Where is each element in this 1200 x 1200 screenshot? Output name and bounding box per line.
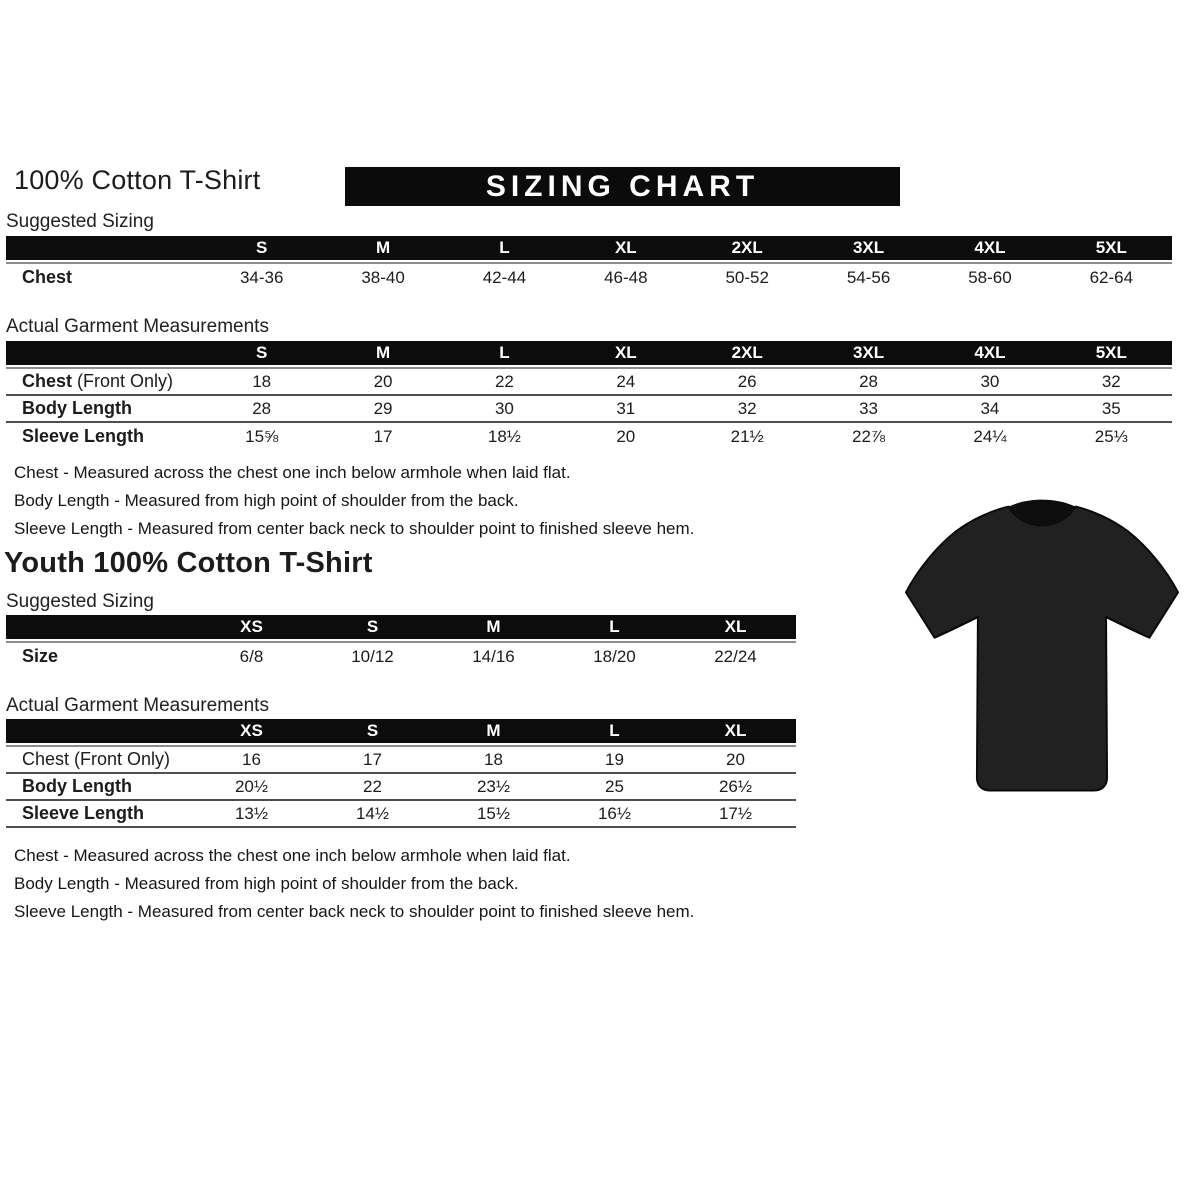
chest-value: 20	[726, 749, 745, 769]
column-header-m: M	[375, 238, 391, 257]
column-header-l: L	[609, 617, 620, 636]
chest-measure-row	[6, 369, 1172, 396]
body-length-value: 31	[616, 398, 636, 418]
youth-size-value: 14/16	[472, 646, 515, 666]
column-header-m: M	[486, 721, 501, 740]
body-length-value: 25	[605, 776, 624, 796]
column-header-3xl: 3XL	[852, 238, 885, 257]
column-header-5xl: 5XL	[1095, 343, 1127, 362]
body-length-value: 35	[1101, 398, 1121, 418]
column-header-s: S	[256, 343, 268, 362]
note-body-length: Body Length - Measured from high point of shoulder from the back.	[14, 491, 519, 510]
sleeve-length-value: 15⅝	[245, 426, 279, 446]
column-header-xl: XL	[724, 617, 747, 636]
sleeve-length-value: 25⅓	[1094, 426, 1128, 446]
column-header-4xl: 4XL	[974, 238, 1006, 257]
column-header-xs: XS	[240, 617, 263, 636]
youth-suggested-sizing-table	[6, 615, 796, 670]
youth-size-value: 10/12	[351, 646, 394, 666]
note-chest: Chest - Measured across the chest one inch below armhole when laid flat.	[14, 463, 571, 482]
column-header-2xl: 2XL	[731, 238, 763, 257]
sleeve-length-value: 13½	[234, 803, 269, 823]
column-header-s: S	[366, 617, 379, 636]
sleeve-length-value: 18½	[487, 426, 521, 446]
column-header-5xl: 5XL	[1095, 238, 1127, 257]
note-sleeve-length: Sleeve Length - Measured from center back neck to shoulder point to finished sleeve hem.	[14, 519, 695, 538]
column-header-m: M	[375, 343, 391, 362]
sleeve-length-value: 21½	[730, 426, 764, 446]
column-header-m: M	[486, 617, 501, 636]
chest-range-value: 46-48	[604, 267, 648, 287]
table-header-row	[6, 341, 1172, 365]
body-length-value: 30	[494, 398, 514, 418]
adult-suggested-sizing-table	[6, 236, 1172, 291]
youth-section-title: Youth 100% Cotton T-Shirt	[4, 547, 373, 579]
youth-size-row	[6, 643, 796, 670]
chest-value: 28	[859, 371, 879, 391]
sleeve-length-value: 20	[616, 426, 636, 446]
chest-value: 32	[1101, 371, 1121, 391]
column-header-l: L	[609, 721, 620, 740]
column-header-l: L	[499, 343, 510, 362]
sleeve-length-value: 17½	[718, 803, 753, 823]
row-label-sleeve-length: Sleeve Length	[22, 803, 145, 823]
chest-value: 18	[484, 749, 503, 769]
chest-range-value: 42-44	[482, 267, 527, 287]
row-label-chest: Chest	[22, 267, 73, 287]
youth-measurement-notes	[14, 842, 694, 926]
body-length-value: 29	[373, 398, 393, 418]
youth-size-value: 18/20	[593, 646, 636, 666]
row-label-body-length: Body Length	[22, 776, 132, 796]
chest-value: 20	[373, 371, 393, 391]
chest-range-row	[6, 264, 1172, 291]
chest-value: 30	[980, 371, 1000, 391]
row-label-front-only: (Front Only)	[72, 371, 174, 391]
body-length-value: 26½	[718, 776, 753, 796]
column-header-xl: XL	[614, 343, 637, 362]
youth-suggested-sizing-label: Suggested Sizing	[6, 591, 154, 612]
sleeve-length-value: 16½	[597, 803, 632, 823]
column-header-2xl: 2XL	[731, 343, 763, 362]
chest-range-value: 58-60	[968, 267, 1012, 287]
sleeve-length-value: 15½	[476, 803, 511, 823]
chest-range-value: 34-36	[239, 267, 284, 287]
body-length-value: 32	[737, 398, 757, 418]
chest-value: 24	[616, 371, 636, 391]
sleeve-length-value: 17	[373, 426, 393, 446]
row-label-body-length: Body Length	[22, 398, 132, 418]
column-header-s: S	[366, 721, 379, 740]
body-length-row	[6, 774, 796, 801]
youth-garment-measurements-label: Actual Garment Measurements	[6, 695, 269, 716]
chest-value: 16	[242, 749, 261, 769]
body-length-value: 34	[980, 398, 1000, 418]
body-length-value: 28	[252, 398, 272, 418]
sizing-chart-banner-text: SIZING CHART	[485, 169, 760, 203]
column-header-3xl: 3XL	[852, 343, 885, 362]
column-header-xl: XL	[724, 721, 747, 740]
row-label-sleeve-length: Sleeve Length	[22, 426, 145, 446]
youth-size-value: 22/24	[714, 646, 757, 666]
page-title: 100% Cotton T-Shirt	[14, 165, 261, 195]
chest-range-value: 50-52	[725, 267, 769, 287]
body-length-value: 22	[363, 776, 382, 796]
chest-value: 19	[605, 749, 624, 769]
chest-value: 17	[363, 749, 382, 769]
adult-garment-measurements-label: Actual Garment Measurements	[6, 316, 269, 337]
chest-measure-row	[6, 747, 796, 774]
column-header-4xl: 4XL	[974, 343, 1006, 362]
column-header-xl: XL	[614, 238, 637, 257]
row-label-chest-front-only	[6, 371, 201, 392]
body-length-value: 20½	[234, 776, 269, 796]
body-length-value: 23½	[476, 776, 511, 796]
table-header-row	[6, 236, 1172, 260]
body-length-value: 33	[859, 398, 879, 418]
chest-value: 22	[494, 371, 514, 391]
sleeve-length-row	[6, 801, 796, 828]
youth-garment-measurements-table	[6, 719, 796, 828]
column-header-l: L	[499, 238, 510, 257]
column-header-s: S	[256, 238, 268, 257]
body-length-row	[6, 396, 1172, 423]
note-chest: Chest - Measured across the chest one inch below armhole when laid flat.	[14, 846, 571, 865]
sizing-chart-banner	[345, 167, 900, 206]
row-label-chest-front-only: Chest (Front Only)	[22, 749, 171, 769]
sleeve-length-row	[6, 423, 1172, 450]
adult-suggested-sizing-label: Suggested Sizing	[6, 211, 154, 232]
chest-range-value: 54-56	[846, 267, 891, 287]
chest-value: 26	[737, 371, 757, 391]
chest-range-value: 38-40	[361, 267, 405, 287]
row-label-chest: Chest	[22, 371, 73, 391]
adult-garment-measurements-table	[6, 341, 1172, 450]
table-header-row	[6, 615, 796, 639]
tshirt-body-shape	[906, 507, 1178, 791]
chest-range-value: 62-64	[1089, 267, 1134, 287]
youth-size-value: 6/8	[239, 646, 264, 666]
sleeve-length-value: 24¼	[973, 426, 1007, 446]
adult-measurement-notes	[14, 459, 694, 543]
row-label-size: Size	[22, 646, 59, 666]
black-tshirt-image	[893, 477, 1189, 822]
column-header-xs: XS	[240, 721, 263, 740]
chest-value: 18	[252, 371, 272, 391]
sleeve-length-value: 14½	[355, 803, 390, 823]
table-header-row	[6, 719, 796, 743]
sleeve-length-value: 22⅞	[852, 426, 886, 446]
note-body-length: Body Length - Measured from high point of shoulder from the back.	[14, 874, 519, 893]
note-sleeve-length: Sleeve Length - Measured from center back neck to shoulder point to finished sleeve hem.	[14, 902, 695, 921]
